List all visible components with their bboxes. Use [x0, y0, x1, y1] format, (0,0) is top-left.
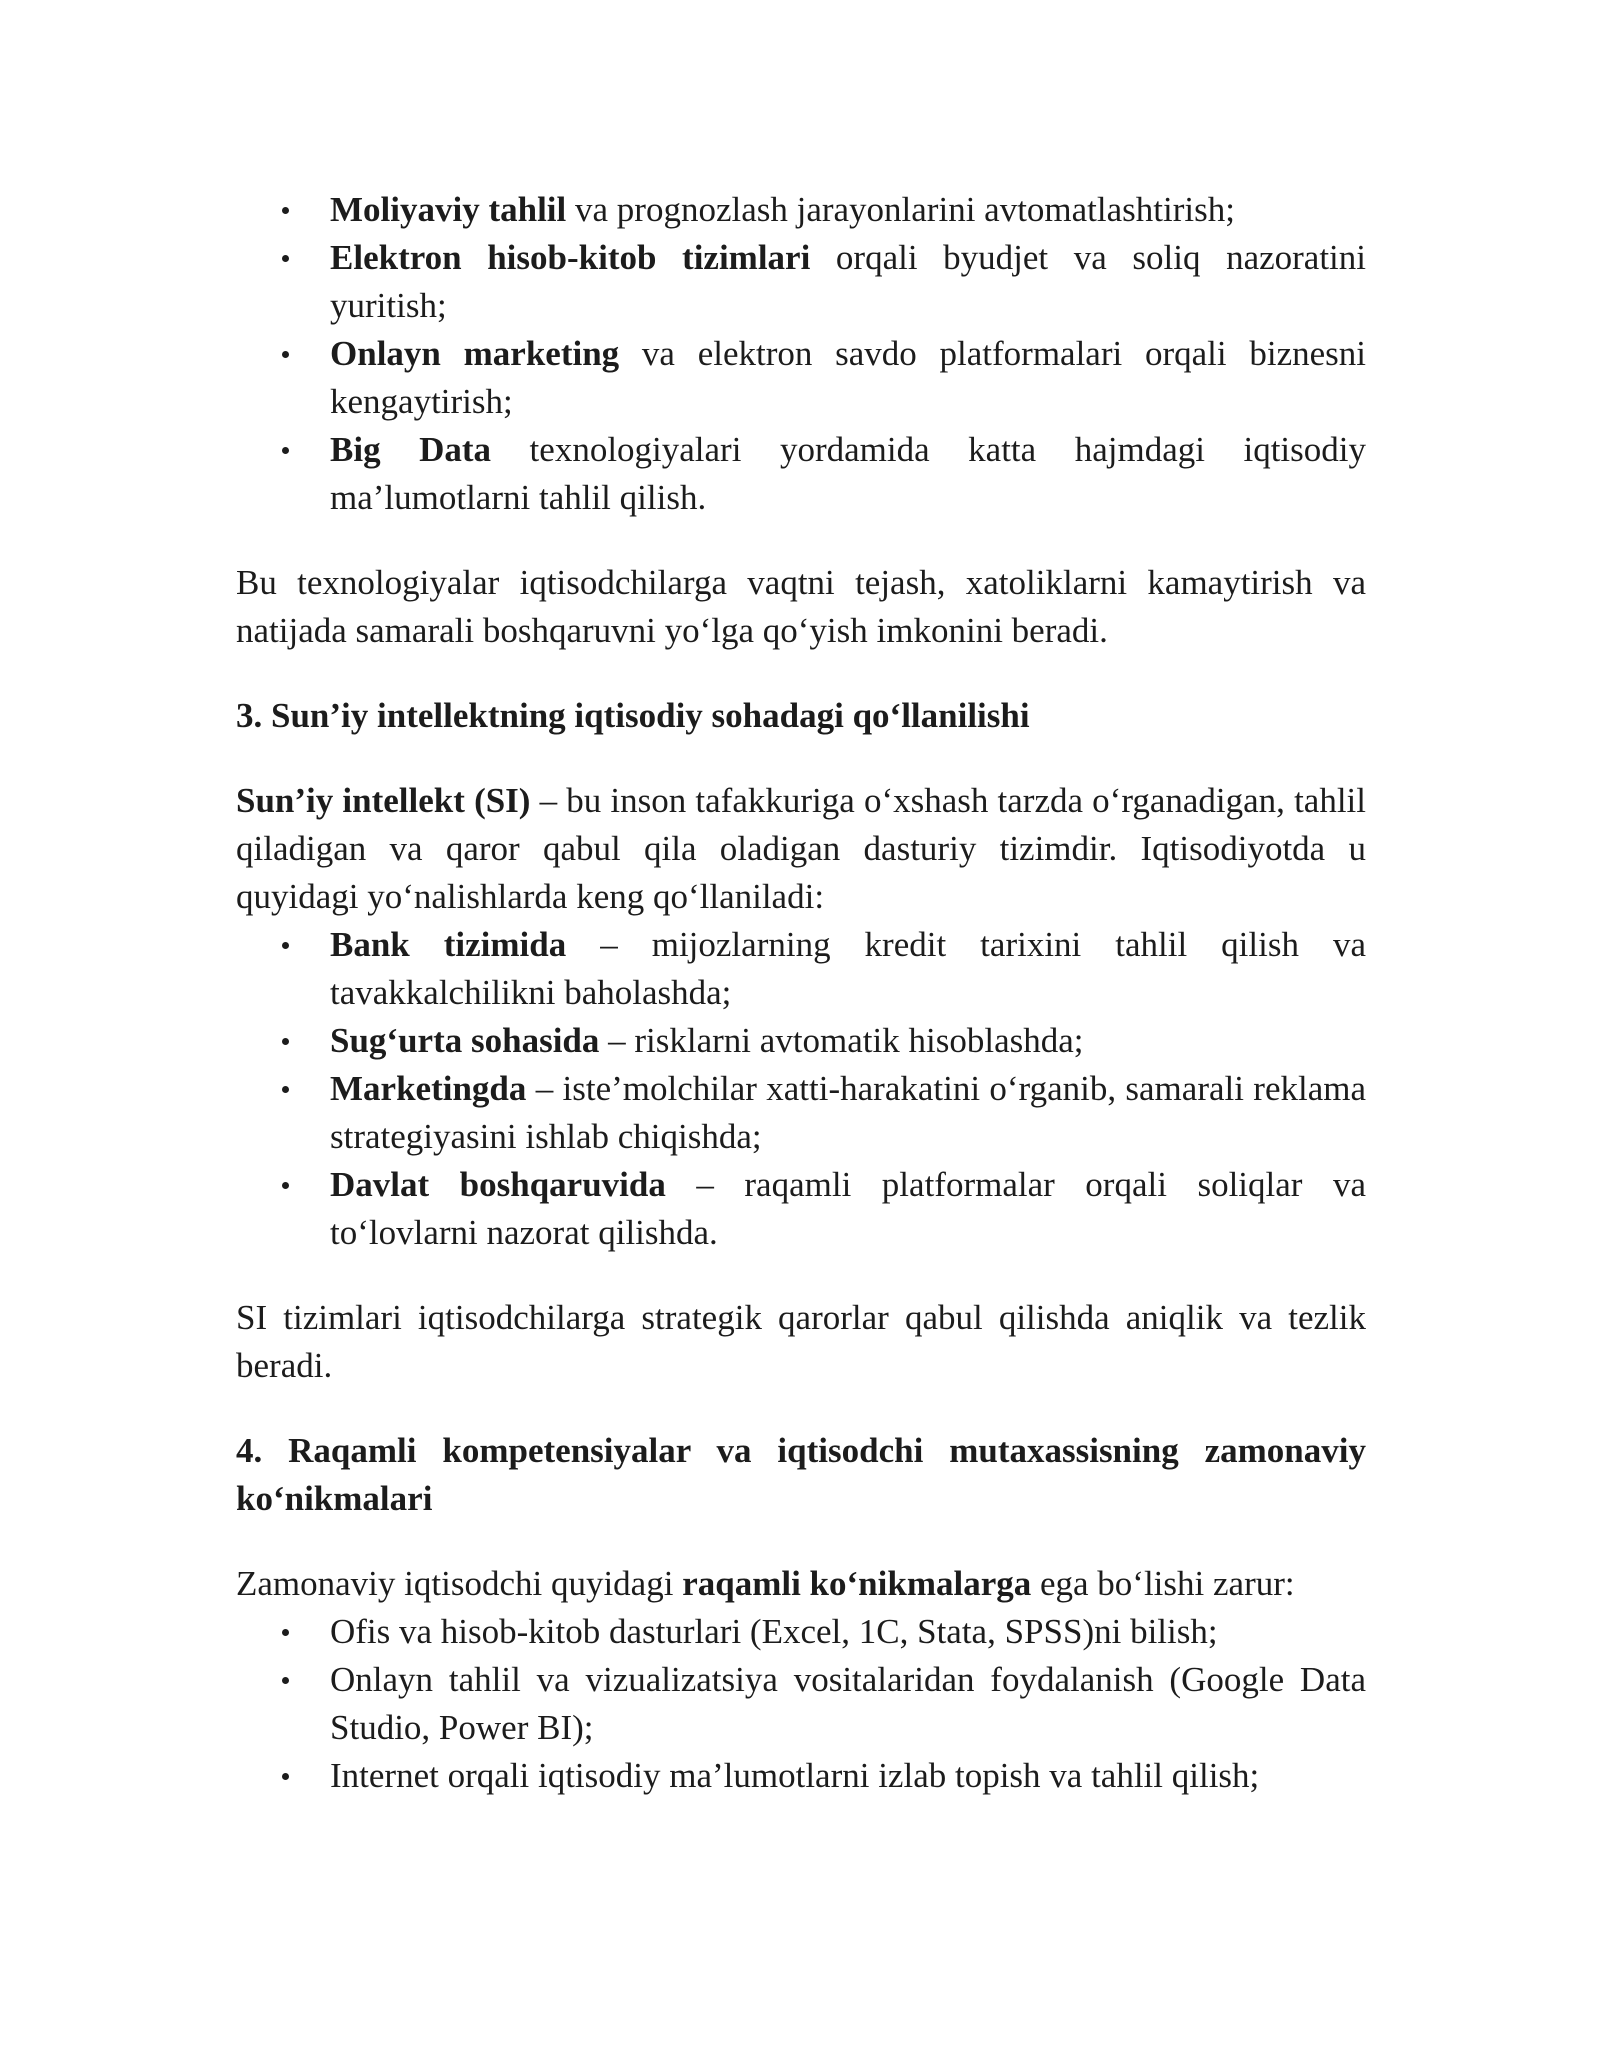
list-item-text: va elektron savdo platformalari orqali biznesni kengaytirish;: [330, 334, 1366, 421]
list-item: [236, 186, 1366, 234]
list-item-bold: Moliyaviy tahlil: [330, 190, 567, 229]
paragraph-digital-skills-intro: [236, 1560, 1366, 1608]
list-item-bold: Big Data: [330, 430, 492, 469]
list-item-text: – risklarni avtomatik hisoblashda;: [599, 1021, 1084, 1060]
list-item: Ofis va hisob-kitob dasturlari (Excel, 1C, Stata, SPSS)ni bilish;: [236, 1608, 1366, 1656]
list-item: Internet orqali iqtisodiy ma’lumotlarni izlab topish va tahlil qilish;: [236, 1752, 1366, 1800]
list-item: [236, 921, 1366, 1017]
list-item: [236, 234, 1366, 330]
list-item-text: – raqamli platformalar orqali soliqlar va to‘lovlarni nazorat qilishda.: [330, 1165, 1366, 1252]
list-item-text: va prognozlash jarayonlarini avtomatlashtirish;: [566, 190, 1235, 229]
list-item: [236, 1161, 1366, 1257]
paragraph-bold-term: raqamli ko‘nikmalarga: [682, 1564, 1032, 1603]
list-item: [236, 330, 1366, 426]
list-item-text: orqali byudjet va soliq nazoratini yuritish;: [330, 238, 1367, 325]
list-item-text: – iste’molchilar xatti-harakatini o‘rganib, samarali reklama strategiyasini ishlab chiqishda;: [330, 1069, 1366, 1156]
list-item-text: – mijozlarning kredit tarixini tahlil qilish va tavakkalchilikni baholashda;: [330, 925, 1366, 1012]
list-item-text: texnologiyalari yordamida katta hajmdagi iqtisodiy ma’lumotlarni tahlil qilish.: [330, 430, 1366, 517]
bullet-list-digital-tools: [236, 186, 1366, 522]
section-heading-4: 4. Raqamli kompetensiyalar va iqtisodchi mutaxassisning zamonaviy ko‘nikmalari: [236, 1431, 1366, 1518]
list-item: [236, 1017, 1366, 1065]
list-item: Onlayn tahlil va vizualizatsiya vositalaridan foydalanish (Google Data Studio, Power BI);: [236, 1656, 1366, 1752]
paragraph-ai-definition: [236, 777, 1366, 921]
list-item-bold: Elektron hisob-kitob tizimlari: [330, 238, 811, 277]
list-item: [236, 1065, 1366, 1161]
paragraph-text: – bu inson tafakkuriga o‘xshash tarzda o‘rganadigan, tahlil qiladigan va qaror qabul qila oladigan dasturiy tizimdir. Iqtisodiyotda u quyidagi yo‘nalishlarda keng qo‘llaniladi:: [236, 781, 1367, 916]
list-item-bold: Onlayn marketing: [330, 334, 620, 373]
list-item-bold: Sug‘urta sohasida: [330, 1021, 600, 1060]
list-item-bold: Bank tizimida: [330, 925, 567, 964]
list-item-bold: Davlat boshqaruvida: [330, 1165, 666, 1204]
paragraph-technology-benefits: Bu texnologiyalar iqtisodchilarga vaqtni tejash, xatoliklarni kamaytirish va natijada samarali boshqaruvni yo‘lga qo‘yish imkonini beradi.: [236, 563, 1366, 650]
paragraph-text: ega bo‘lishi zarur:: [1031, 1564, 1295, 1603]
paragraph-ai-summary: SI tizimlari iqtisodchilarga strategik qarorlar qabul qilishda aniqlik va tezlik beradi.: [236, 1298, 1366, 1385]
bullet-list-ai-applications: [236, 921, 1366, 1257]
section-heading-3: 3. Sun’iy intellektning iqtisodiy sohadagi qo‘llanilishi: [236, 696, 1030, 735]
list-item: [236, 426, 1366, 522]
paragraph-text: Zamonaviy iqtisodchi quyidagi: [236, 1564, 683, 1603]
paragraph-bold-term: Sun’iy intellekt (SI): [236, 781, 531, 820]
bullet-list-digital-skills: [236, 1608, 1366, 1800]
list-item-bold: Marketingda: [330, 1069, 527, 1108]
document-page: [236, 186, 1366, 1800]
